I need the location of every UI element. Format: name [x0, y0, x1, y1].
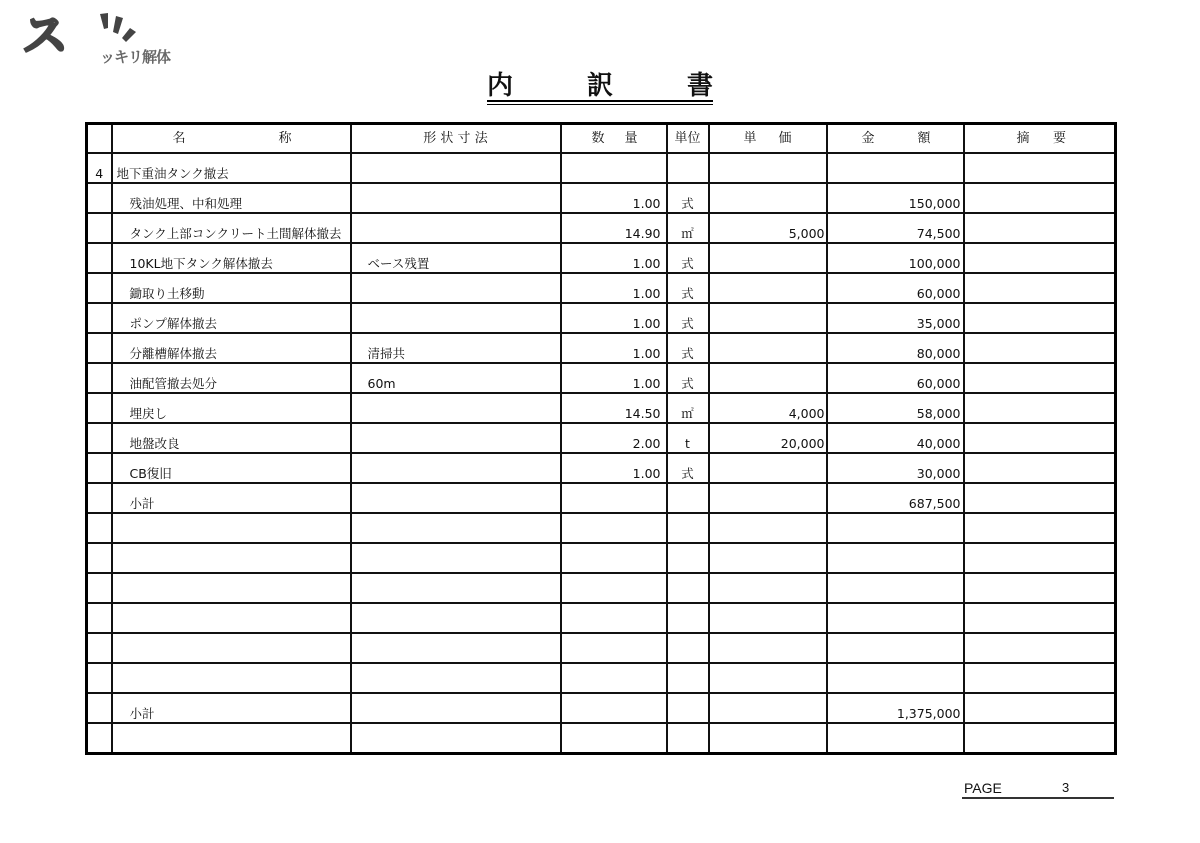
item-quantity: 1.00: [561, 183, 667, 213]
item-shape: [351, 513, 561, 543]
item-quantity: [561, 513, 667, 543]
item-name: [112, 573, 351, 603]
item-unit: [667, 513, 709, 543]
item-quantity: [561, 603, 667, 633]
table-row: [87, 393, 1116, 423]
item-amount: [827, 513, 964, 543]
document-title: [487, 72, 713, 102]
item-shape: [351, 153, 561, 183]
row-number: 4: [87, 153, 112, 183]
item-remarks: [964, 513, 1116, 543]
item-name: 油配管撤去処分: [112, 363, 351, 393]
item-unit-price: [709, 573, 827, 603]
item-quantity: [561, 573, 667, 603]
item-shape: [351, 723, 561, 754]
item-remarks: [964, 423, 1116, 453]
item-quantity: 1.00: [561, 303, 667, 333]
item-shape: [351, 453, 561, 483]
blank-row: [87, 633, 1116, 663]
table-row: [87, 303, 1116, 333]
item-amount: [827, 543, 964, 573]
item-name: 小計: [112, 483, 351, 513]
item-remarks: [964, 633, 1116, 663]
logo-text: ッキリ解体: [100, 48, 171, 66]
blank-row: [87, 603, 1116, 633]
item-unit: 式: [667, 183, 709, 213]
item-quantity: [561, 153, 667, 183]
item-amount: [827, 663, 964, 693]
item-shape: [351, 273, 561, 303]
item-shape: [351, 423, 561, 453]
item-unit: ㎡: [667, 213, 709, 243]
row-number: [87, 483, 112, 513]
row-number: [87, 633, 112, 663]
item-shape: [351, 183, 561, 213]
item-shape: [351, 393, 561, 423]
row-number: [87, 333, 112, 363]
item-unit-price: [709, 303, 827, 333]
logo: [20, 6, 190, 66]
row-number: [87, 423, 112, 453]
item-unit-price: 4,000: [709, 393, 827, 423]
item-amount: 687,500: [827, 483, 964, 513]
item-amount: 1,375,000: [827, 693, 964, 723]
item-name: [112, 663, 351, 693]
item-remarks: [964, 153, 1116, 183]
item-remarks: [964, 393, 1116, 423]
item-shape: [351, 633, 561, 663]
item-unit-price: [709, 723, 827, 754]
item-amount: [827, 573, 964, 603]
item-amount: 60,000: [827, 273, 964, 303]
item-shape: [351, 213, 561, 243]
row-number: [87, 183, 112, 213]
breakdown-table: [85, 122, 1117, 755]
blank-row: [87, 723, 1116, 754]
row-number: [87, 243, 112, 273]
row-number: [87, 693, 112, 723]
item-name: 地下重油タンク撤去: [112, 153, 351, 183]
item-name: 小計: [112, 693, 351, 723]
item-name: [112, 603, 351, 633]
item-shape: [351, 603, 561, 633]
page-number: 3: [1062, 780, 1070, 795]
subtotal-row: [87, 483, 1116, 513]
row-number: [87, 273, 112, 303]
item-quantity: [561, 663, 667, 693]
item-quantity: 2.00: [561, 423, 667, 453]
item-name: 鋤取り土移動: [112, 273, 351, 303]
item-name: 10KL地下タンク解体撤去: [112, 243, 351, 273]
item-unit: [667, 573, 709, 603]
item-quantity: 14.90: [561, 213, 667, 243]
item-amount: [827, 633, 964, 663]
item-shape: [351, 693, 561, 723]
item-shape: [351, 483, 561, 513]
item-unit: [667, 693, 709, 723]
item-quantity: 1.00: [561, 273, 667, 303]
item-quantity: [561, 543, 667, 573]
table-row: [87, 363, 1116, 393]
item-quantity: [561, 483, 667, 513]
item-remarks: [964, 723, 1116, 754]
item-quantity: [561, 723, 667, 754]
item-unit: 式: [667, 363, 709, 393]
item-unit: 式: [667, 303, 709, 333]
item-shape: 60m: [351, 363, 561, 393]
header-no: [87, 124, 112, 154]
item-remarks: [964, 573, 1116, 603]
subtotal-row: [87, 693, 1116, 723]
item-amount: 30,000: [827, 453, 964, 483]
item-name: 地盤改良: [112, 423, 351, 453]
table-row: [87, 423, 1116, 453]
item-remarks: [964, 243, 1116, 273]
item-unit-price: [709, 513, 827, 543]
page-label: PAGE: [964, 780, 1002, 796]
item-amount: 58,000: [827, 393, 964, 423]
item-remarks: [964, 453, 1116, 483]
item-remarks: [964, 483, 1116, 513]
item-unit-price: [709, 273, 827, 303]
item-quantity: 1.00: [561, 453, 667, 483]
table-row: [87, 183, 1116, 213]
item-name: [112, 513, 351, 543]
item-unit-price: [709, 363, 827, 393]
item-amount: [827, 723, 964, 754]
item-amount: 74,500: [827, 213, 964, 243]
section-row: [87, 153, 1116, 183]
item-quantity: 14.50: [561, 393, 667, 423]
item-unit: 式: [667, 273, 709, 303]
logo-rays-icon: [98, 12, 148, 46]
header-unit: 単位: [667, 124, 709, 154]
item-unit-price: [709, 183, 827, 213]
item-shape: [351, 573, 561, 603]
item-shape: [351, 543, 561, 573]
table-header-row: [87, 124, 1116, 154]
item-amount: [827, 153, 964, 183]
item-name: CB復旧: [112, 453, 351, 483]
blank-row: [87, 663, 1116, 693]
item-unit: 式: [667, 333, 709, 363]
item-name: [112, 723, 351, 754]
item-unit-price: [709, 453, 827, 483]
row-number: [87, 393, 112, 423]
table-row: [87, 213, 1116, 243]
title-underline: [487, 100, 713, 102]
item-unit-price: 20,000: [709, 423, 827, 453]
item-unit: t: [667, 423, 709, 453]
item-name: 埋戻し: [112, 393, 351, 423]
table-row: [87, 273, 1116, 303]
title-char-3: 書: [686, 71, 713, 101]
header-amount: 金 額: [827, 124, 964, 154]
title-char-1: 内: [487, 71, 514, 101]
row-number: [87, 573, 112, 603]
row-number: [87, 543, 112, 573]
item-remarks: [964, 303, 1116, 333]
item-amount: [827, 603, 964, 633]
item-name: ポンプ解体撤去: [112, 303, 351, 333]
item-shape: 清掃共: [351, 333, 561, 363]
blank-row: [87, 573, 1116, 603]
item-unit: [667, 543, 709, 573]
item-unit-price: [709, 543, 827, 573]
item-remarks: [964, 183, 1116, 213]
item-unit: [667, 633, 709, 663]
item-quantity: 1.00: [561, 333, 667, 363]
title-char-2: 訳: [586, 71, 613, 101]
item-unit: 式: [667, 243, 709, 273]
table-row: [87, 453, 1116, 483]
item-remarks: [964, 543, 1116, 573]
row-number: [87, 363, 112, 393]
page-indicator: [962, 780, 1114, 799]
item-unit: 式: [667, 453, 709, 483]
item-unit: [667, 663, 709, 693]
item-name: [112, 633, 351, 663]
header-shape: 形 状 寸 法: [351, 124, 561, 154]
item-unit-price: [709, 333, 827, 363]
item-shape: [351, 663, 561, 693]
item-unit-price: 5,000: [709, 213, 827, 243]
item-remarks: [964, 363, 1116, 393]
item-unit-price: [709, 663, 827, 693]
item-unit-price: [709, 153, 827, 183]
item-unit: [667, 153, 709, 183]
logo-mark: ス: [22, 8, 68, 62]
header-qty: 数 量: [561, 124, 667, 154]
title-underline-second: [487, 104, 713, 105]
item-quantity: 1.00: [561, 243, 667, 273]
item-amount: 35,000: [827, 303, 964, 333]
row-number: [87, 303, 112, 333]
item-quantity: 1.00: [561, 363, 667, 393]
row-number: [87, 603, 112, 633]
row-number: [87, 513, 112, 543]
item-unit: ㎡: [667, 393, 709, 423]
item-unit-price: [709, 633, 827, 663]
item-amount: 60,000: [827, 363, 964, 393]
item-remarks: [964, 333, 1116, 363]
item-remarks: [964, 213, 1116, 243]
header-name: 名 称: [112, 124, 351, 154]
blank-row: [87, 543, 1116, 573]
item-unit: [667, 603, 709, 633]
item-name: 残油処理、中和処理: [112, 183, 351, 213]
item-unit: [667, 483, 709, 513]
item-remarks: [964, 273, 1116, 303]
row-number: [87, 213, 112, 243]
row-number: [87, 723, 112, 754]
item-name: 分離槽解体撤去: [112, 333, 351, 363]
row-number: [87, 663, 112, 693]
item-quantity: [561, 693, 667, 723]
item-shape: ベース残置: [351, 243, 561, 273]
item-amount: 40,000: [827, 423, 964, 453]
item-remarks: [964, 603, 1116, 633]
blank-row: [87, 513, 1116, 543]
item-amount: 80,000: [827, 333, 964, 363]
row-number: [87, 453, 112, 483]
item-unit-price: [709, 603, 827, 633]
item-unit-price: [709, 693, 827, 723]
item-unit-price: [709, 243, 827, 273]
item-remarks: [964, 663, 1116, 693]
item-amount: 100,000: [827, 243, 964, 273]
item-remarks: [964, 693, 1116, 723]
table-row: [87, 333, 1116, 363]
item-name: [112, 543, 351, 573]
header-remarks: 摘 要: [964, 124, 1116, 154]
item-unit-price: [709, 483, 827, 513]
item-name: タンク上部コンクリート土間解体撤去: [112, 213, 351, 243]
item-unit: [667, 723, 709, 754]
item-quantity: [561, 633, 667, 663]
table-row: [87, 243, 1116, 273]
item-shape: [351, 303, 561, 333]
item-amount: 150,000: [827, 183, 964, 213]
header-unit-price: 単 価: [709, 124, 827, 154]
